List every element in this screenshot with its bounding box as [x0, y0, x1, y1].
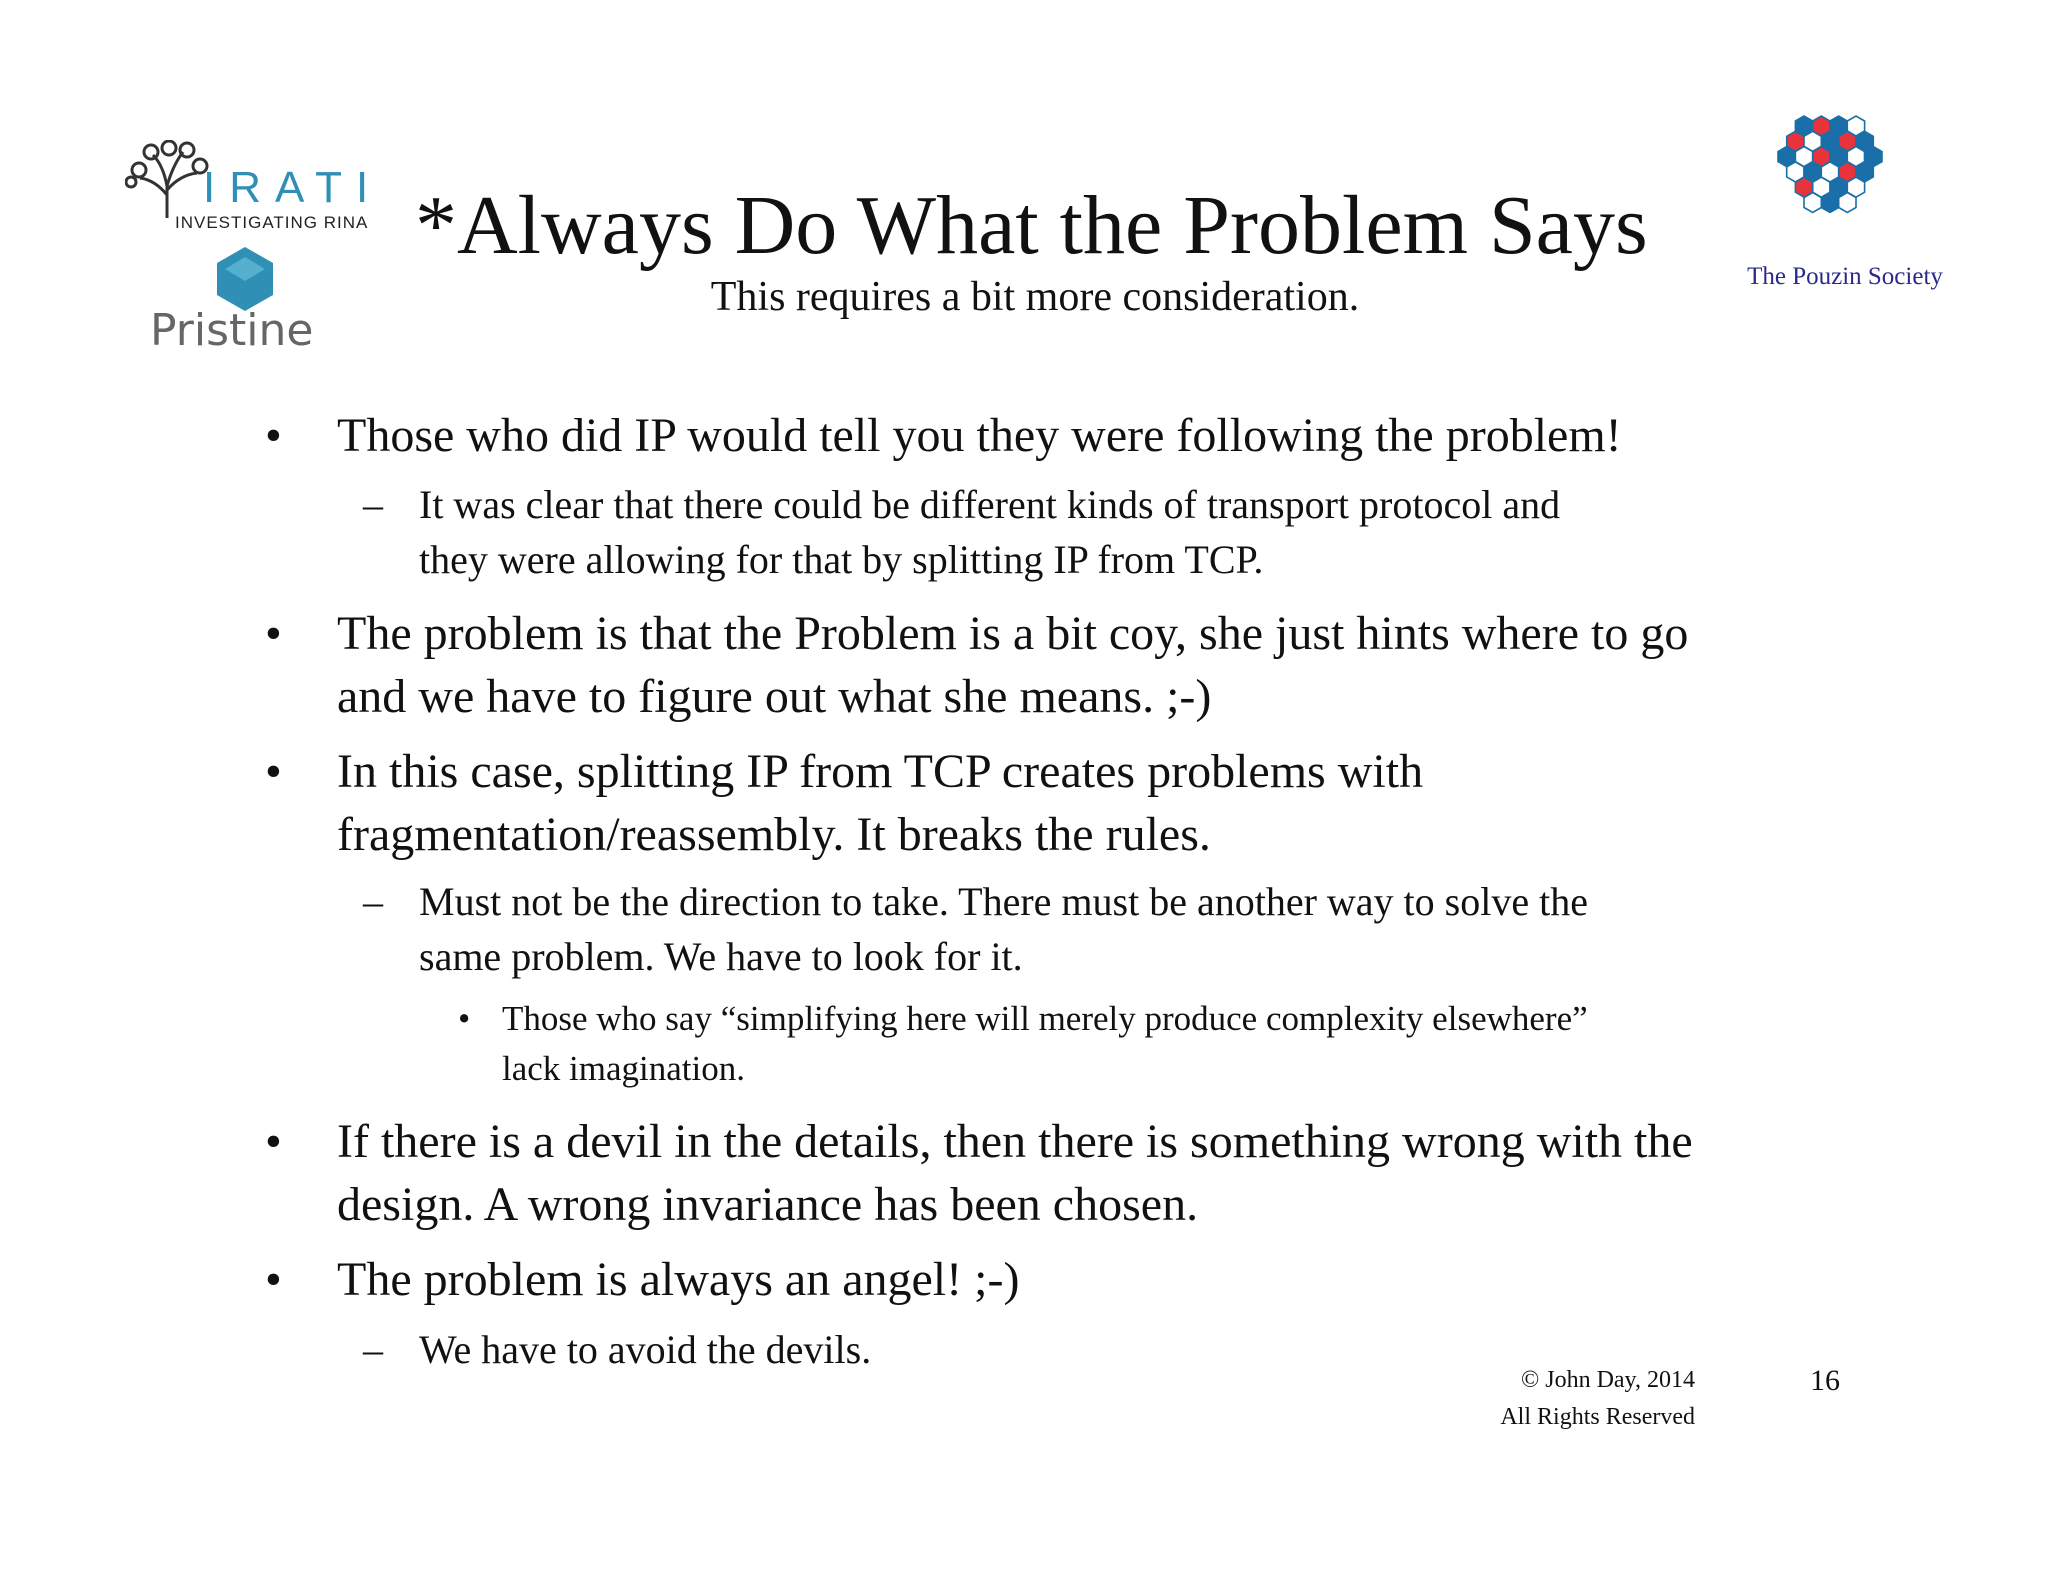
bullet-text-line2: design. A wrong invariance has been chosen.: [337, 1178, 1199, 1231]
bullet-1: [265, 404, 1817, 467]
honeycomb-cell-icon: [1821, 193, 1838, 213]
sub-sub-bullet-mark: •: [458, 999, 471, 1038]
sub-bullet-1: [363, 477, 1839, 587]
irati-logo: [125, 140, 390, 240]
sub-bullet-mark: –: [363, 879, 383, 924]
sub-bullet-mark: –: [363, 482, 383, 527]
bullet-mark: •: [265, 1253, 282, 1306]
honeycomb-cell-icon: [1804, 193, 1821, 213]
sub-bullet-text-line1: Must not be the direction to take. There must be another way to solve the: [419, 879, 1588, 924]
copyright-line1: © John Day, 2014: [1521, 1367, 1695, 1393]
page-number: 16: [1810, 1364, 1840, 1397]
bullet-text-line1: In this case, splitting IP from TCP creates problems with: [337, 745, 1424, 798]
pouzin-hexagon-logo: [1755, 110, 1905, 260]
pristine-logo: [150, 245, 340, 355]
bullet-text-line1: If there is a devil in the details, then there is something wrong with the: [337, 1115, 1693, 1168]
irati-name: IRATI: [203, 163, 383, 212]
pristine-name: Pristine: [150, 305, 314, 355]
bullet-text-line2: and we have to figure out what she means. ;-): [337, 670, 1212, 723]
sub-sub-bullet-1: [458, 994, 1822, 1094]
bullet-mark: •: [265, 745, 282, 798]
bullet-4: [265, 1110, 1817, 1236]
bullet-5: [265, 1248, 1817, 1311]
sub-bullet-text: We have to avoid the devils.: [419, 1327, 872, 1372]
bullet-2: [265, 602, 1817, 728]
copyright-notice: [1440, 1362, 1695, 1436]
slide-title: *Always Do What the Problem Says: [415, 179, 1648, 272]
sub-bullet-mark: –: [363, 1327, 383, 1372]
sub-bullet-text-line1: It was clear that there could be different kinds of transport protocol and: [419, 482, 1561, 527]
bullet-text-line2: fragmentation/reassembly. It breaks the rules.: [337, 808, 1211, 861]
pouzin-society-name: The Pouzin Society: [1747, 263, 1943, 290]
copyright-line2: All Rights Reserved: [1500, 1404, 1695, 1430]
bullet-text-line1: The problem is that the Problem is a bit coy, she just hints where to go: [337, 607, 1689, 660]
bullet-mark: •: [265, 607, 282, 660]
tree-icon: [126, 141, 207, 218]
irati-tagline: INVESTIGATING RINA: [175, 213, 369, 232]
sub-bullet-2: [363, 874, 1839, 984]
slide-subtitle: This requires a bit more consideration.: [710, 274, 1360, 320]
bullet-mark: •: [265, 1115, 282, 1168]
honeycomb-cell-icon: [1839, 193, 1856, 213]
bullet-text: Those who did IP would tell you they were following the problem!: [337, 409, 1622, 462]
sub-sub-bullet-text-line2: lack imagination.: [502, 1049, 745, 1088]
bullet-text: The problem is always an angel! ;-): [337, 1253, 1020, 1306]
sub-bullet-text-line2: same problem. We have to look for it.: [419, 934, 1023, 979]
sub-bullet-text-line2: they were allowing for that by splitting IP from TCP.: [419, 537, 1264, 582]
bullet-mark: •: [265, 409, 282, 462]
sub-sub-bullet-text-line1: Those who say “simplifying here will merely produce complexity elsewhere”: [502, 999, 1588, 1038]
bullet-3: [265, 740, 1817, 866]
